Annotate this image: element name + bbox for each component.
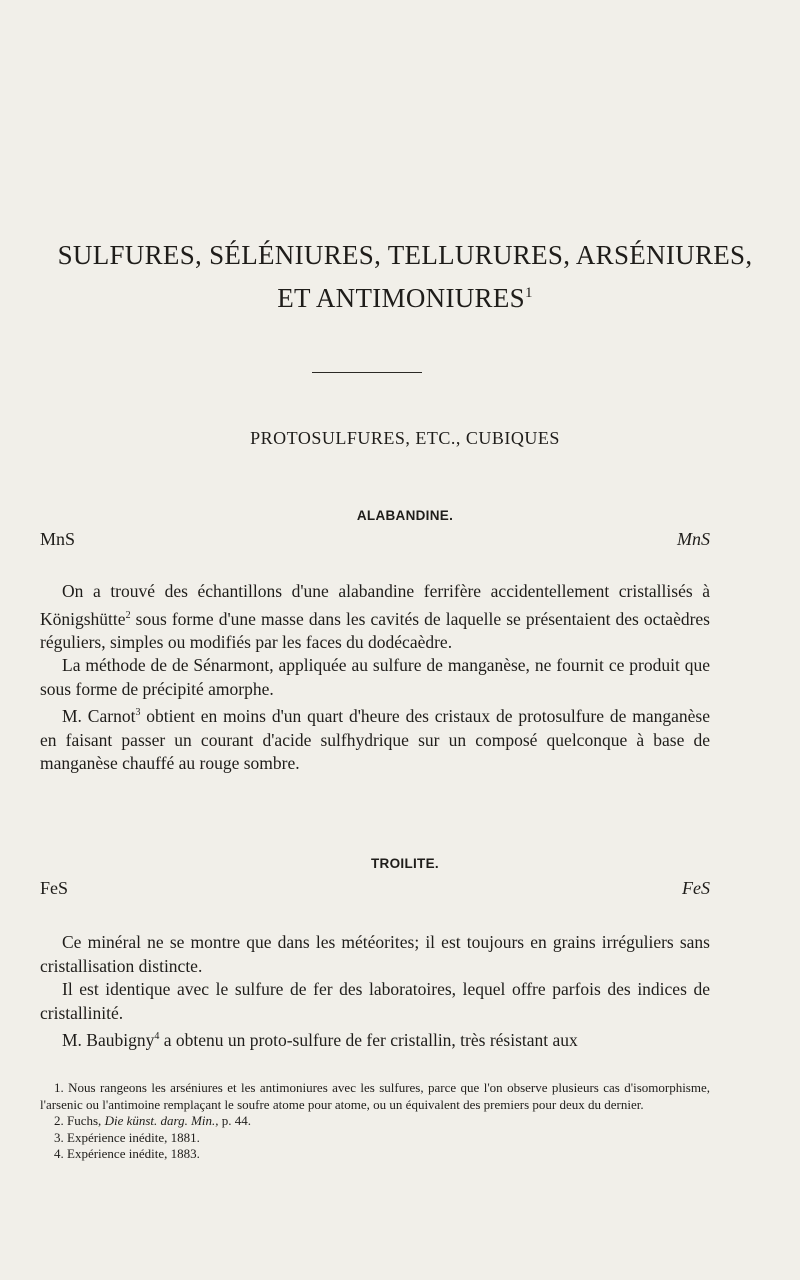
paragraph: On a trouvé des échantillons d'une alabandine ferrifère accidentellement cristallisés à Königshütte$^2$ sous forme d'une masse dans les cavités de laquelle se présentaient des octaèdres réguliers, simples ou modifiés par les faces du dodécaèdre. [40, 581, 710, 652]
formula-right: MnS [677, 529, 710, 549]
formula-right: FeS [682, 878, 710, 898]
footnotes [40, 1080, 710, 1163]
paragraph: M. Baubigny$^4$ a obtenu un proto-sulfure de fer cristallin, très résistant aux [62, 1029, 578, 1050]
footnote-ref-4[interactable]: 4 [154, 1031, 160, 1042]
footnote-1: 1. Nous rangeons les arséniures et les antimoniures avec les sulfures, parce que l'on observe plusieurs cas d'isomorphisme, l'arsenic ou l'antimoine remplaçant le soufre atome pour atome, ou un équivalent des premiers pour deux du dernier. [40, 1080, 710, 1112]
alabandine-text [40, 580, 710, 776]
footnote-ref-1[interactable]: 1 [524, 285, 533, 301]
chapter-title-line-1: SULFURES, SÉLÉNIURES, TELLURURES, ARSÉNIURES, [57, 240, 753, 270]
formula-row-troilite [40, 878, 710, 899]
formula-left: FeS [40, 878, 69, 898]
footnote-2: 2. Fuchs, Die künst. darg. Min., p. 44. [54, 1113, 252, 1128]
chapter-title-line-2: ET ANTIMONIURES$^1$ [277, 283, 533, 313]
paragraph: Ce minéral ne se montre que dans les météorites; il est toujours en grains irréguliers sans cristallisation distincte. [40, 932, 710, 976]
formula-row-alabandine [40, 529, 710, 550]
paragraph: Il est identique avec le sulfure de fer des laboratoires, lequel offre parfois des indices de cristallinité. [40, 979, 710, 1023]
footnote-3: 3. Expérience inédite, 1881. [54, 1129, 200, 1145]
footnote-ref-3[interactable]: 3 [135, 707, 141, 719]
title-rule [312, 372, 422, 373]
chapter-title [40, 236, 770, 317]
formula-left: MnS [40, 529, 76, 549]
footnote-4: 4. Expérience inédite, 1883. [54, 1146, 200, 1161]
section-heading: PROTOSULFURES, ETC., CUBIQUES [250, 428, 560, 448]
paragraph: La méthode de de Sénarmont, appliquée au sulfure de manganèse, ne fournit ce produit que sous forme de précipité amorphe. [40, 655, 710, 699]
troilite-text [40, 931, 710, 1052]
paragraph: M. Carnot$^3$ obtient en moins d'un quart d'heure des cristaux de protosulfure de manganèse en faisant passer un courant d'acide sulfhydrique sur un composé quelconque à base de manganèse chauffé au rouge sombre. [40, 706, 710, 774]
mineral-heading-troilite: TROILITE. [371, 856, 439, 871]
footnote-ref-2[interactable]: 2 [125, 609, 131, 621]
mineral-heading-alabandine: ALABANDINE. [356, 508, 454, 523]
